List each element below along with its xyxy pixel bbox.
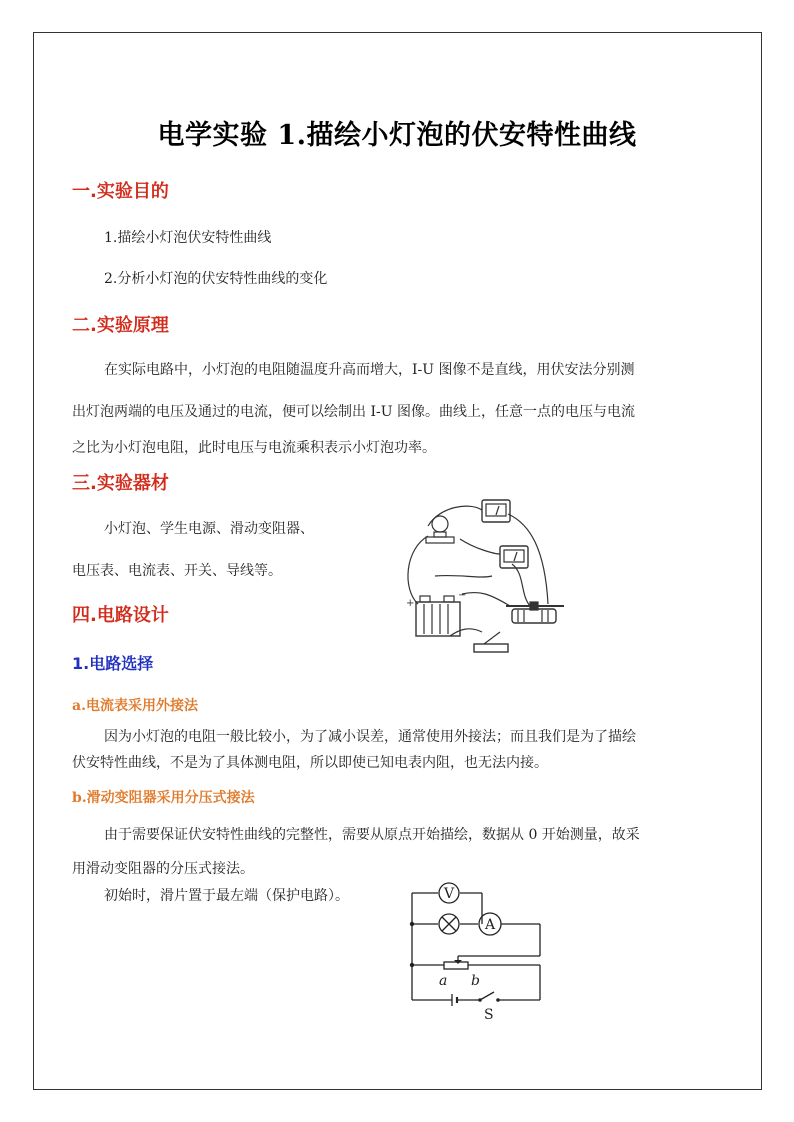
purpose-item-2: 2.分析小灯泡的伏安特性曲线的变化 [104, 271, 328, 287]
rheostat-line-3: 初始时，滑片置于最左端（保护电路）。 [104, 888, 349, 904]
page-title: 电学实验 1.描绘小灯泡的伏安特性曲线 [157, 120, 637, 151]
ammeter-line-2: 伏安特性曲线，不是为了具体测电阻，所以即使已知电表内阻，也无法内接。 [72, 755, 548, 771]
section-heading-principle: 二.实验原理 [72, 315, 169, 336]
ammeter-line-1: 因为小灯泡的电阻一般比较小，为了减小误差，通常使用外接法；而且我们是为了描绘 [104, 729, 636, 745]
circuit-diagram [398, 876, 548, 1024]
rheostat-line-1: 由于需要保证伏安特性曲线的完整性，需要从原点开始描绘，数据从 0 开始测量，故采 [104, 827, 640, 843]
subheading-circuit-choice: 1.电路选择 [72, 654, 154, 673]
equipment-line-2: 电压表、电流表、开关、导线等。 [72, 563, 282, 579]
equipment-line-1: 小灯泡、学生电源、滑动变阻器、 [104, 521, 314, 537]
subheading-ammeter-external: a.电流表采用外接法 [72, 698, 198, 714]
rheostat-end-a-label: a [439, 973, 448, 989]
principle-line-2: 出灯泡两端的电压及通过的电流，便可以绘制出 I-U 图像。曲线上，任意一点的电压与电流 [72, 404, 635, 420]
section-heading-equipment: 三.实验器材 [72, 473, 169, 494]
battery-minus-label: − [458, 590, 467, 601]
switch-label: S [484, 1007, 494, 1023]
apparatus-illustration [400, 494, 572, 666]
voltmeter-symbol-label: V [443, 886, 455, 902]
principle-line-1: 在实际电路中，小灯泡的电阻随温度升高而增大，I-U 图像不是直线，用伏安法分别测 [104, 362, 635, 378]
principle-line-3: 之比为小灯泡电阻，此时电压与电流乘积表示小灯泡功率。 [72, 440, 436, 456]
purpose-item-1: 1.描绘小灯泡伏安特性曲线 [104, 230, 272, 246]
section-heading-circuit-design: 四.电路设计 [72, 605, 169, 626]
section-heading-purpose: 一.实验目的 [72, 181, 169, 202]
battery-plus-label: + [406, 598, 415, 609]
ammeter-symbol-label: A [484, 917, 496, 933]
rheostat-line-2: 用滑动变阻器的分压式接法。 [72, 861, 254, 877]
rheostat-end-b-label: b [471, 973, 480, 989]
subheading-rheostat-divider: b.滑动变阻器采用分压式接法 [72, 790, 255, 806]
